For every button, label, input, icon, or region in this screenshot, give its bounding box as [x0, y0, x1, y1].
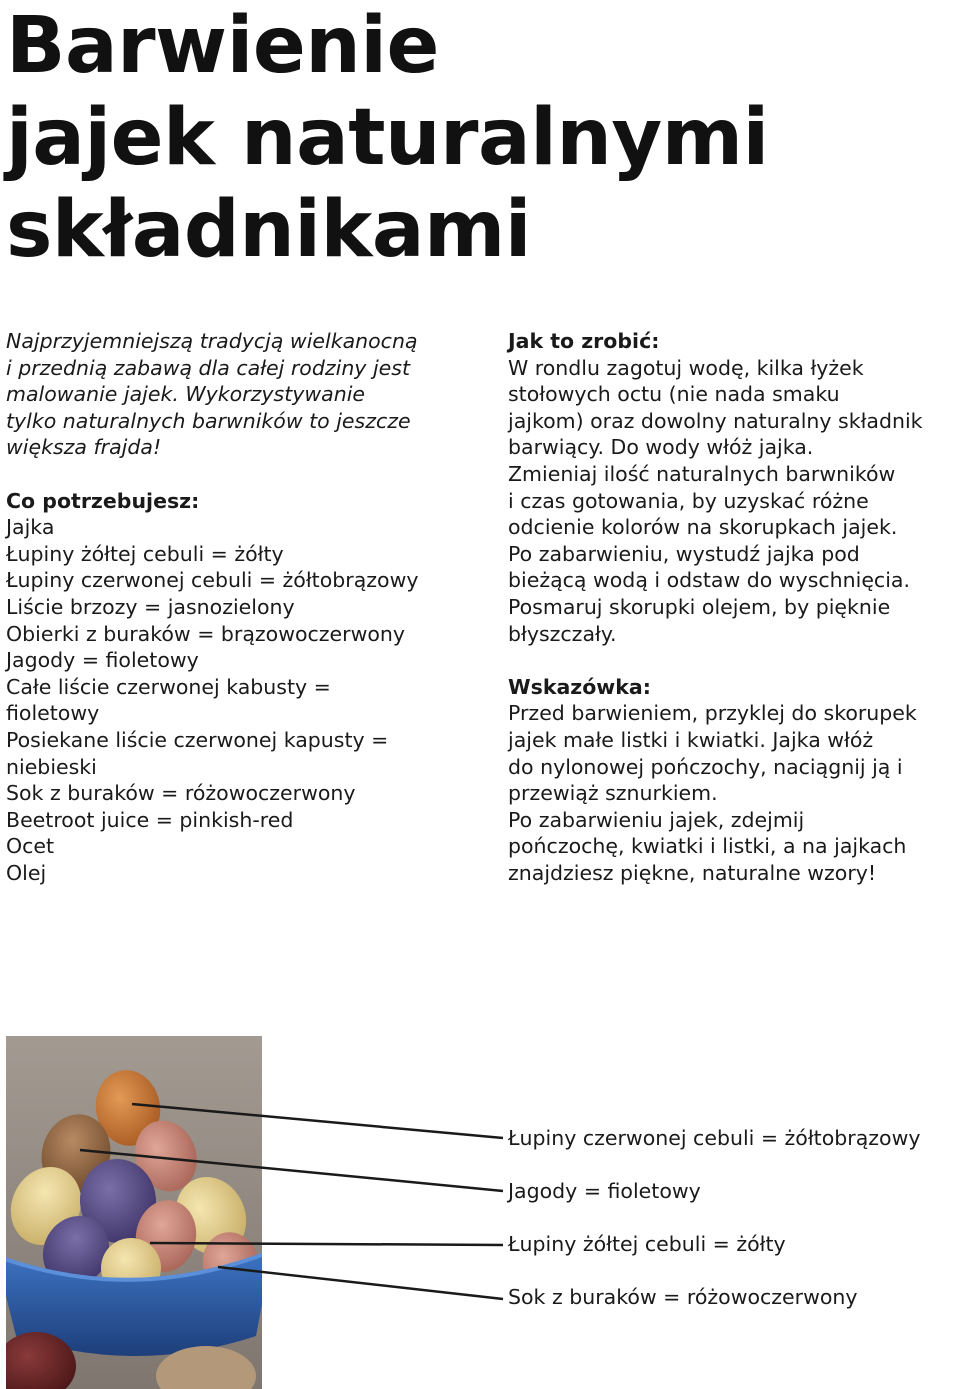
ingredient-line: Łupiny czerwonej cebuli = żółtobrązowy [6, 568, 419, 593]
ingredients-heading: Co potrzebujesz: [6, 488, 200, 513]
howto-line: W rondlu zagotuj wodę, kilka łyżek [508, 355, 864, 380]
howto-section [508, 328, 958, 647]
ingredient-line: Obierki z buraków = brązowoczerwony [6, 621, 406, 646]
ingredient-line: Beetroot juice = pinkish-red [6, 807, 294, 832]
callout-red-onion: Łupiny czerwonej cebuli = żółtobrązowy [508, 1126, 921, 1150]
callout-yellow-onion: Łupiny żółtej cebuli = żółty [508, 1232, 786, 1256]
howto-line: jajkom) oraz dowolny naturalny składnik [508, 408, 923, 433]
ingredient-line: fioletowy [6, 701, 100, 726]
tip-line: Przed barwieniem, przyklej do skorupek [508, 701, 917, 726]
howto-line: Posmaruj skorupki olejem, by pięknie [508, 594, 891, 619]
ingredient-line: Posiekane liście czerwonej kapusty = [6, 727, 389, 752]
howto-heading: Jak to zrobić: [508, 329, 660, 353]
ingredient-line: Całe liście czerwonej kabusty = [6, 674, 331, 699]
ingredient-line: Jagody = fioletowy [6, 648, 199, 673]
intro-paragraph [6, 328, 486, 461]
ingredients-section [6, 488, 486, 887]
tip-line: Po zabarwieniu jajek, zdejmij [508, 807, 805, 832]
left-column [6, 328, 486, 886]
howto-line: błyszczały. [508, 621, 617, 646]
tip-line: do nylonowej pończochy, naciągnij ją i [508, 754, 903, 779]
ingredient-line: Sok z buraków = różowoczerwony [6, 781, 356, 806]
title-line-2: jajek naturalnymi [6, 93, 769, 183]
ingredient-line: Ocet [6, 834, 55, 859]
right-column [508, 328, 958, 886]
tip-heading: Wskazówka: [508, 674, 651, 699]
ingredient-line: Łupiny żółtej cebuli = żółty [6, 541, 284, 566]
howto-line: Po zabarwieniu, wystudź jajka pod [508, 541, 860, 566]
callout-beet-juice: Sok z buraków = różowoczerwony [508, 1285, 858, 1309]
intro-line: malowanie jajek. Wykorzystywanie [6, 382, 366, 407]
howto-line: stołowych octu (nie nada smaku [508, 382, 840, 407]
eggs-illustration [6, 1036, 262, 1389]
ingredient-line: niebieski [6, 754, 97, 779]
tip-line: pończochę, kwiatki i listki, a na jajkach [508, 834, 907, 859]
tip-line: jajek małe listki i kwiatki. Jajka włóż [508, 727, 874, 752]
callout-berries: Jagody = fioletowy [508, 1179, 701, 1203]
title-line-3: składnikami [6, 185, 531, 275]
howto-line: Zmieniaj ilość naturalnych barwników [508, 461, 896, 486]
intro-line: większa frajda! [6, 435, 162, 460]
title-line-1: Barwienie [6, 1, 439, 91]
tip-section [508, 674, 958, 887]
ingredient-line: Jajka [6, 515, 55, 540]
ingredient-line: Liście brzozy = jasnozielony [6, 594, 295, 619]
tip-line: znajdziesz piękne, naturalne wzory! [508, 860, 877, 885]
tip-line: przewiąż sznurkiem. [508, 781, 718, 806]
eggs-photo [6, 1036, 262, 1389]
page-title [6, 0, 769, 276]
howto-line: i czas gotowania, by uzyskać różne [508, 488, 869, 513]
howto-line: barwiący. Do wody włóż jajka. [508, 435, 814, 460]
ingredient-line: Olej [6, 860, 47, 885]
intro-line: Najprzyjemniejszą tradycją wielkanocną [6, 329, 418, 353]
howto-line: odcienie kolorów na skorupkach jajek. [508, 515, 898, 540]
intro-line: i przednią zabawą dla całej rodziny jest [6, 355, 410, 380]
intro-line: tylko naturalnych barwników to jeszcze [6, 408, 411, 433]
howto-line: bieżącą wodą i odstaw do wyschnięcia. [508, 568, 910, 593]
